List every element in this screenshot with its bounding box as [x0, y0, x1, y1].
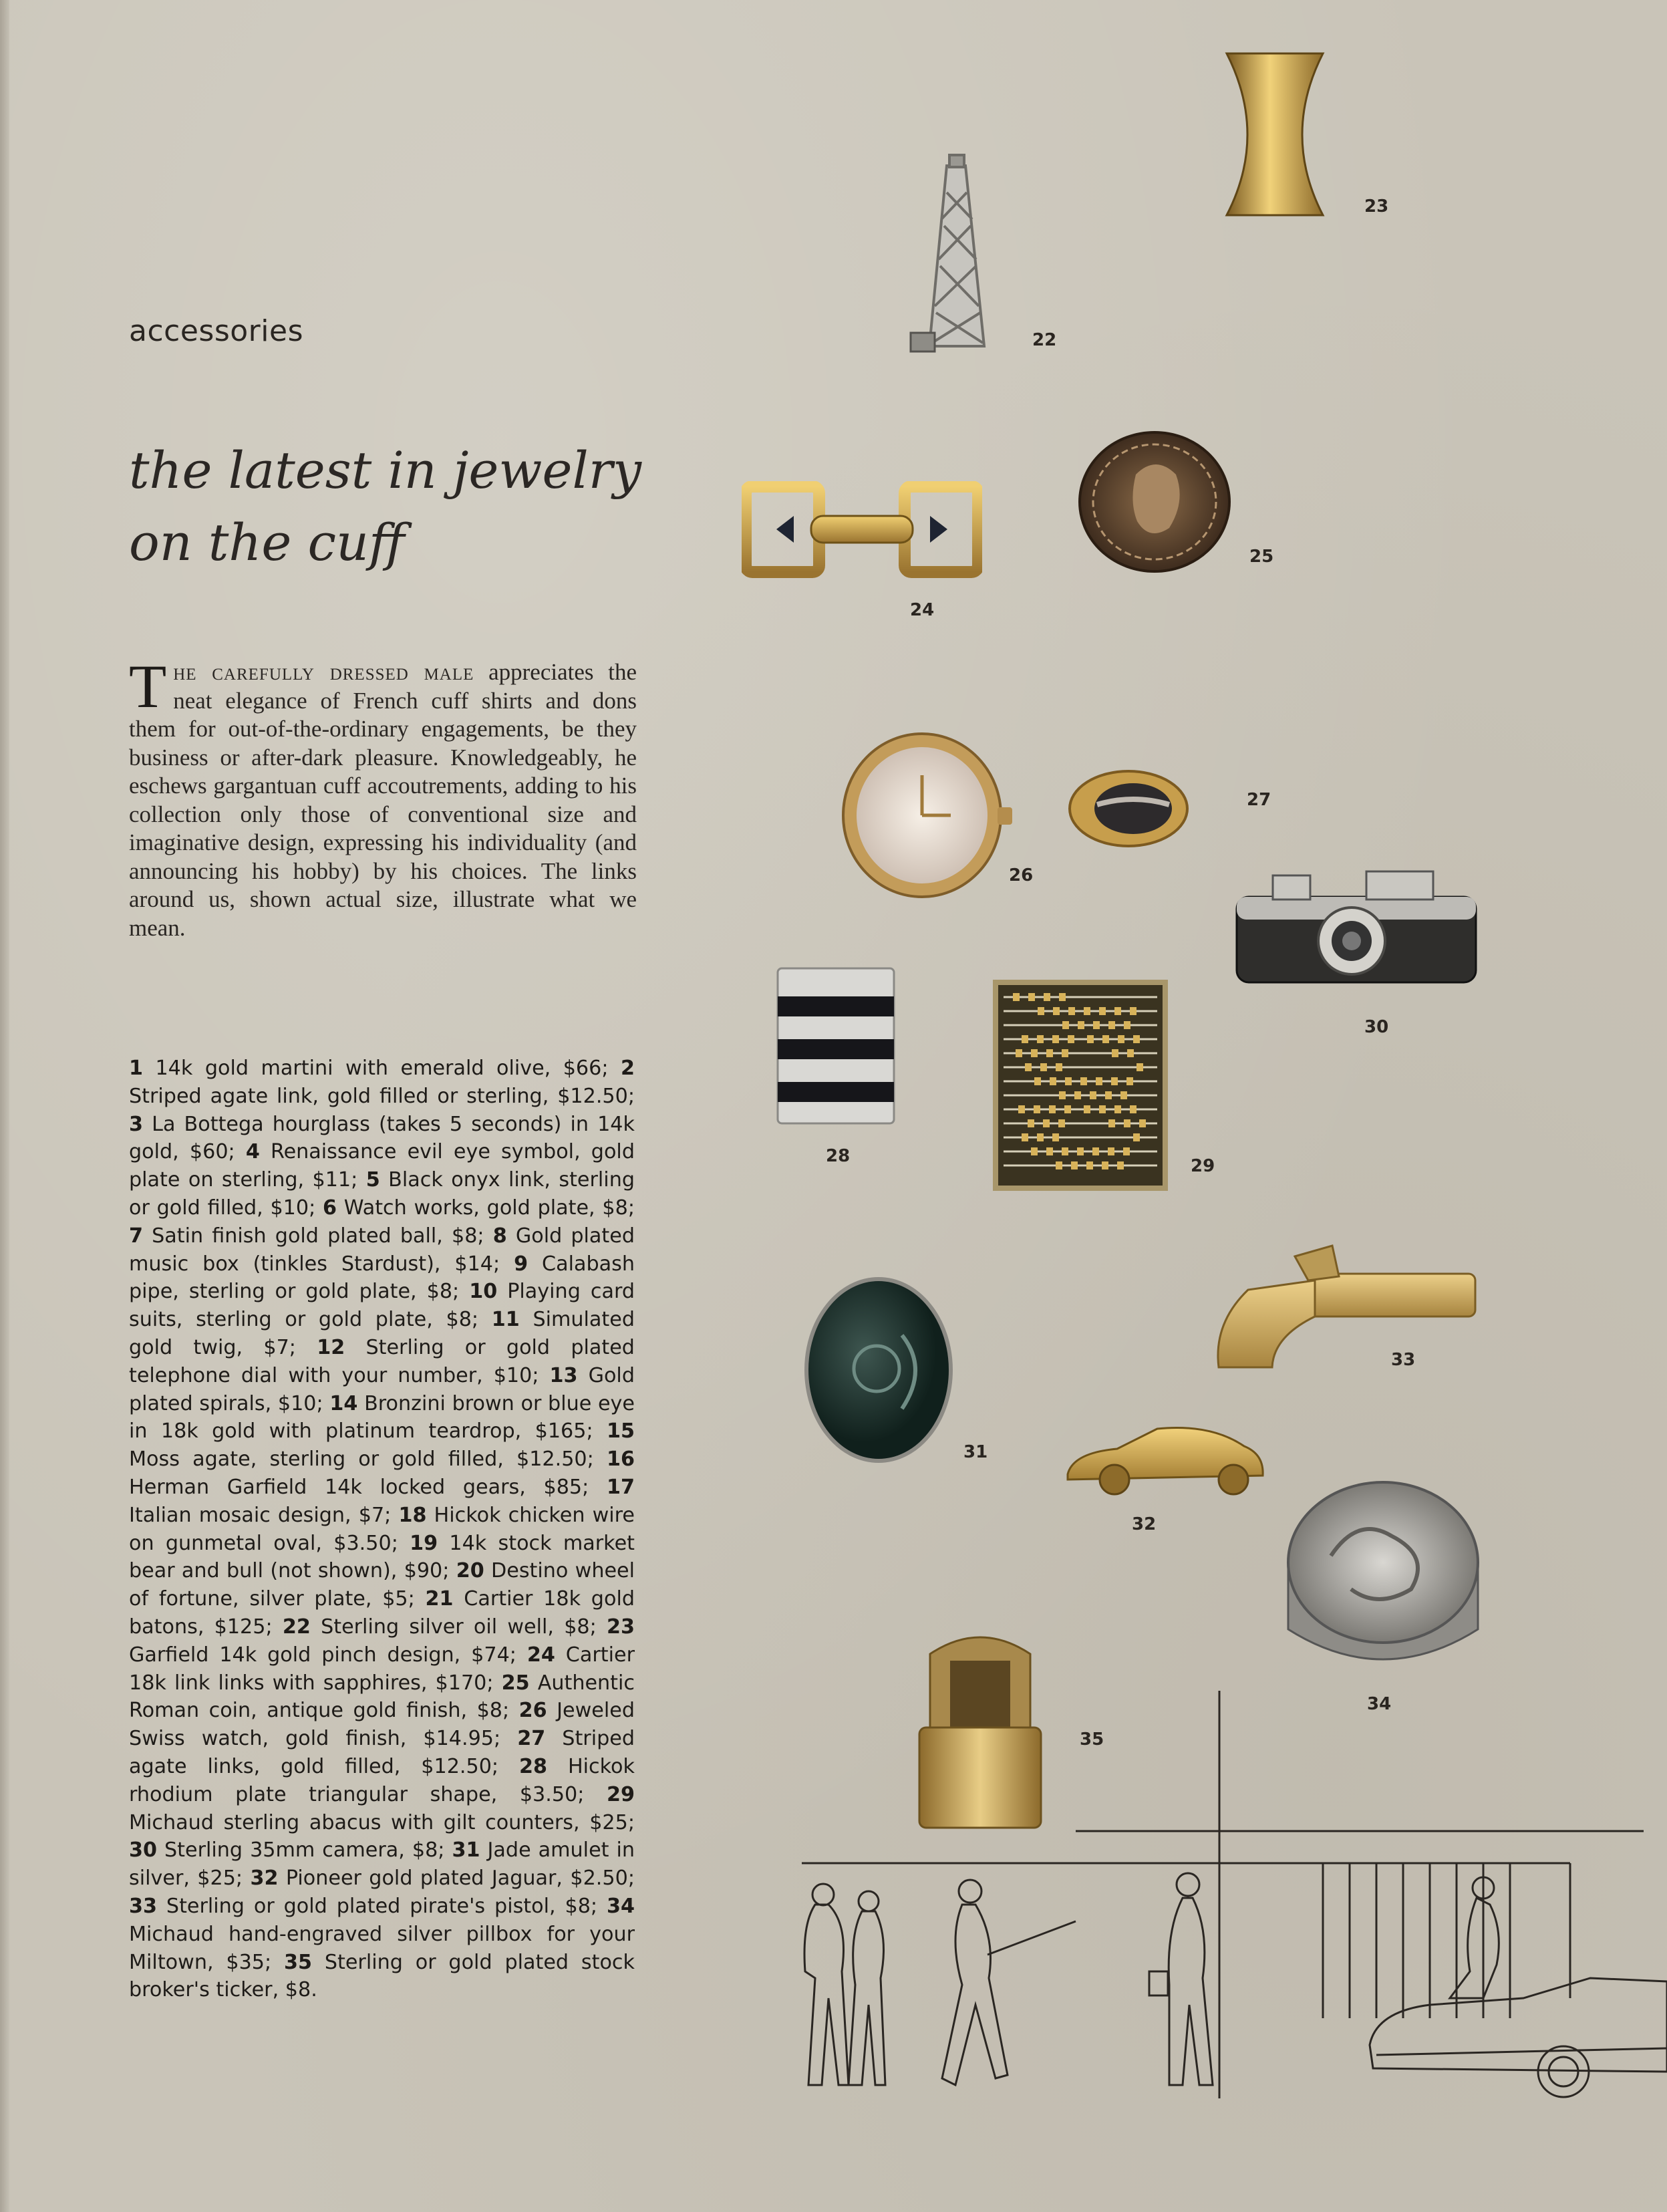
- catalog-item-number: 8: [492, 1224, 507, 1248]
- roman-coin-cufflink: [1076, 428, 1233, 576]
- jade-amulet-cufflink: [802, 1275, 955, 1466]
- catalog-item-description: Striped agate links, gold filled, $12.50;: [129, 1727, 635, 1778]
- catalog-item-number: 20: [456, 1559, 484, 1583]
- intro-paragraph: [129, 652, 637, 942]
- catalog-item-description: Michaud hand-engraved silver pillbox for your Miltown, $35;: [129, 1922, 635, 1974]
- title-line-1: the latest in jewelry: [129, 440, 642, 500]
- item-number-28: 28: [826, 1146, 851, 1166]
- catalog-item-description: Gold plated spirals, $10;: [129, 1363, 635, 1415]
- catalog-item-description: Destino wheel of fortune, silver plate, $5;: [129, 1559, 635, 1611]
- catalog-item-description: Hickok rhodium plate triangular shape, $3.50;: [129, 1754, 635, 1806]
- catalog-item-number: 21: [425, 1587, 454, 1611]
- catalog-item-description: Gold plated music box (tinkles Stardust), $14;: [129, 1224, 635, 1276]
- catalog-item-description: Playing card suits, sterling or gold plate, $8;: [129, 1280, 635, 1332]
- rhodium-striped-cufflink: [775, 966, 897, 1126]
- catalog-item-description: Jeweled Swiss watch, gold finish, $14.95;: [129, 1699, 635, 1751]
- catalog-item-number: 18: [398, 1503, 427, 1527]
- catalog-item-description: Cartier 18k gold batons, $125;: [129, 1587, 635, 1639]
- catalog-item-description: Italian mosaic design, $7;: [129, 1503, 399, 1527]
- catalog-item-number: 28: [519, 1754, 548, 1778]
- catalog-item-number: 16: [606, 1447, 635, 1472]
- catalog-item-description: Moss agate, sterling or gold filled, $12.50;: [129, 1447, 607, 1472]
- pirate-pistol-cufflink: [1208, 1216, 1479, 1374]
- intro-lead-caps: he carefully dressed male: [173, 659, 474, 685]
- item-number-22: 22: [1032, 330, 1057, 350]
- item-number-35: 35: [1080, 1730, 1104, 1750]
- item-number-25: 25: [1249, 547, 1274, 567]
- catalog-item-number: 24: [526, 1643, 555, 1667]
- catalog-item-number: 30: [129, 1838, 158, 1862]
- catalog-item-number: 1: [129, 1057, 144, 1080]
- item-number-23: 23: [1364, 196, 1389, 217]
- catalog-item-number: 7: [129, 1224, 144, 1248]
- item-number-34: 34: [1367, 1694, 1392, 1714]
- catalog-item-number: 9: [514, 1252, 528, 1276]
- silver-pillbox-cufflink: [1284, 1476, 1482, 1687]
- catalog-item-description: Hickok chicken wire on gunmetal oval, $3.50;: [129, 1503, 635, 1555]
- catalog-item-description: Sterling 35mm camera, $8;: [157, 1838, 452, 1862]
- item-number-30: 30: [1364, 1017, 1389, 1037]
- catalog-item-description: Pioneer gold plated Jaguar, $2.50;: [278, 1867, 635, 1891]
- catalog-item-description: Sterling or gold plated stock broker's ticker, $8.: [129, 1950, 635, 2002]
- title-line-2: on the cuff: [129, 513, 405, 572]
- catalog-item-description: 14k stock market bear and bull (not shown), $90;: [129, 1531, 635, 1583]
- page-spine-edge: [0, 0, 9, 2212]
- catalog-item-number: 12: [317, 1335, 345, 1359]
- jaguar-car-cufflink: [1064, 1419, 1268, 1498]
- catalog-item-number: 14: [329, 1391, 358, 1415]
- catalog-item-description: Garfield 14k gold pinch design, $74;: [129, 1643, 527, 1667]
- item-number-24: 24: [910, 600, 935, 620]
- silver-oil-well-cufflink: [905, 152, 1012, 360]
- catalog-item-description: Satin finish gold plated ball, $8;: [143, 1224, 493, 1248]
- section-label: accessories: [129, 314, 303, 348]
- swiss-watch-cufflink: [839, 728, 1026, 902]
- catalog-item-description: Simulated gold twig, $7;: [129, 1308, 635, 1359]
- catalog-item-number: 27: [517, 1727, 546, 1751]
- catalog-item-number: 25: [501, 1671, 530, 1695]
- catalog-item-description: 14k gold martini with emerald olive, $66;: [143, 1057, 621, 1080]
- catalog-item-number: 34: [606, 1894, 635, 1918]
- item-catalog-list: [129, 1055, 635, 2004]
- catalog-item-number: 11: [491, 1308, 520, 1332]
- catalog-item-number: 31: [452, 1838, 480, 1862]
- catalog-item-number: 6: [323, 1196, 337, 1220]
- catalog-item-number: 3: [129, 1112, 144, 1136]
- catalog-item-number: 32: [250, 1867, 279, 1891]
- catalog-item-description: Michaud sterling abacus with gilt counters, $25;: [129, 1810, 635, 1834]
- catalog-item-number: 29: [606, 1782, 635, 1806]
- catalog-item-description: Sterling or gold plated telephone dial with your number, $10;: [129, 1335, 635, 1387]
- catalog-item-description: La Bottega hourglass (takes 5 seconds) in 14k gold, $60;: [129, 1112, 635, 1164]
- camera-cufflink: [1233, 866, 1480, 986]
- catalog-item-description: Herman Garfield 14k locked gears, $85;: [129, 1475, 607, 1499]
- striped-agate-cufflink: [1065, 767, 1192, 850]
- catalog-item-description: Watch works, gold plate, $8;: [337, 1196, 635, 1220]
- item-number-32: 32: [1132, 1514, 1157, 1534]
- catalog-item-number: 19: [410, 1531, 438, 1555]
- catalog-item-number: 22: [282, 1615, 311, 1639]
- catalog-item-description: Sterling silver oil well, $8;: [310, 1615, 607, 1639]
- drop-cap: T: [129, 652, 167, 720]
- catalog-item-number: 26: [518, 1699, 547, 1723]
- abacus-cufflink: [993, 980, 1168, 1191]
- catalog-item-number: 10: [469, 1280, 498, 1304]
- catalog-item-description: Authentic Roman coin, antique gold finish, $8;: [129, 1671, 635, 1723]
- catalog-item-number: 4: [245, 1140, 260, 1164]
- catalog-item-number: 33: [129, 1894, 158, 1918]
- intro-body: appreciates the neat elegance of French cuff shirts and dons them for out-of-the-ordinary engagements, be they business or after-dark pleasure. Knowledgeably, he eschews gargantuan cuff accoutrements, adding to his collection only those of conventional size and imaginative design, expressing his individuality (and announcing his hobby) by his choices. The links around us, shown actual size, illustrate what we mean.: [129, 659, 637, 941]
- catalog-item-description: Renaissance evil eye symbol, gold plate on sterling, $11;: [129, 1140, 635, 1192]
- catalog-item-number: 35: [284, 1950, 313, 1974]
- street-scene-line-drawing: [775, 1684, 1667, 2212]
- gold-pinch-cufflink: [1221, 48, 1328, 222]
- catalog-item-number: 23: [606, 1615, 635, 1639]
- catalog-item-number: 13: [549, 1363, 578, 1387]
- catalog-item-number: 5: [365, 1168, 380, 1192]
- item-number-26: 26: [1009, 865, 1034, 885]
- item-number-31: 31: [963, 1442, 988, 1462]
- article-title: [129, 434, 697, 579]
- item-number-33: 33: [1391, 1350, 1416, 1370]
- catalog-item-description: Striped agate link, gold filled or sterling, $12.50;: [129, 1084, 635, 1108]
- catalog-item-number: 17: [606, 1475, 635, 1499]
- catalog-item-number: 2: [620, 1057, 635, 1080]
- item-number-27: 27: [1247, 790, 1271, 810]
- catalog-item-description: Black onyx link, sterling or gold filled, $10;: [129, 1168, 635, 1220]
- cartier-link-cufflink: [742, 481, 982, 578]
- catalog-item-number: 15: [606, 1419, 635, 1443]
- catalog-item-description: Sterling or gold plated pirate's pistol, $8;: [157, 1894, 607, 1918]
- catalog-item-description: Jade amulet in silver, $25;: [129, 1838, 635, 1891]
- catalog-item-description: Cartier 18k link links with sapphires, $170;: [129, 1643, 635, 1695]
- item-number-29: 29: [1191, 1156, 1215, 1176]
- catalog-item-description: Calabash pipe, sterling or gold plate, $8;: [129, 1252, 635, 1304]
- catalog-item-description: Bronzini brown or blue eye in 18k gold with platinum teardrop, $165;: [129, 1391, 635, 1443]
